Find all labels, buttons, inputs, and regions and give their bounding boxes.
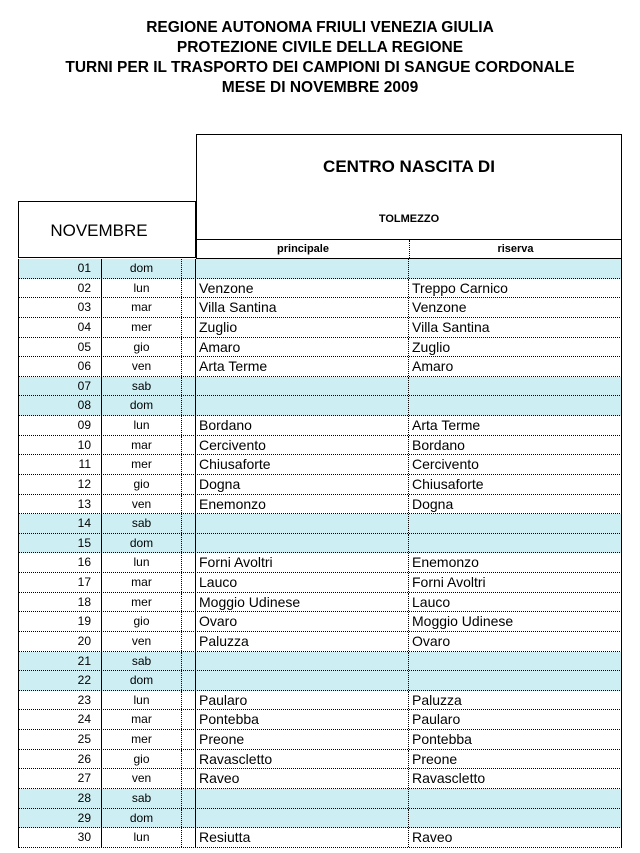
table-row (18, 828, 622, 848)
separator-cell (182, 730, 196, 749)
weekday: gio (102, 750, 182, 769)
separator-cell (182, 691, 196, 710)
principale-cell (196, 809, 409, 828)
table-row (18, 279, 622, 299)
riserva-cell (409, 534, 622, 553)
weekday: mar (102, 298, 182, 317)
weekday: lun (102, 828, 182, 847)
separator-cell (182, 789, 196, 808)
riserva-cell: Paularo (409, 710, 622, 729)
table-row (18, 259, 622, 279)
principale-cell: Forni Avoltri (196, 553, 409, 572)
principale-cell (196, 534, 409, 553)
table-row (18, 730, 622, 750)
day-number: 22 (18, 671, 102, 690)
day-number: 28 (18, 789, 102, 808)
weekday: sab (102, 514, 182, 533)
separator-cell (182, 809, 196, 828)
riserva-cell (409, 809, 622, 828)
table-row (18, 769, 622, 789)
title-line-subject: TURNI PER IL TRASPORTO DEI CAMPIONI DI SANGUE CORDONALE (65, 59, 575, 76)
riserva-cell: Preone (409, 750, 622, 769)
separator-cell (182, 357, 196, 376)
separator-cell (182, 553, 196, 572)
table-row (18, 436, 622, 456)
day-number: 23 (18, 691, 102, 710)
separator-cell (182, 769, 196, 788)
principale-cell (196, 652, 409, 671)
separator-cell (182, 436, 196, 455)
riserva-cell (409, 259, 622, 278)
principale-cell (196, 377, 409, 396)
separator-cell (182, 612, 196, 631)
center-header (196, 134, 622, 239)
separator-cell (182, 279, 196, 298)
title-line-region: REGIONE AUTONOMA FRIULI VENEZIA GIULIA (146, 19, 494, 36)
principale-cell: Moggio Udinese (196, 593, 409, 612)
table-row (18, 396, 622, 416)
principale-cell: Amaro (196, 338, 409, 357)
weekday: ven (102, 632, 182, 651)
weekday: mar (102, 436, 182, 455)
table-row (18, 357, 622, 377)
day-number: 06 (18, 357, 102, 376)
separator-cell (182, 416, 196, 435)
table-row (18, 553, 622, 573)
day-number: 13 (18, 495, 102, 514)
weekday: sab (102, 377, 182, 396)
principale-cell: Venzone (196, 279, 409, 298)
weekday: mer (102, 318, 182, 337)
principale-cell: Pontebba (196, 710, 409, 729)
principale-cell (196, 789, 409, 808)
riserva-cell: Bordano (409, 436, 622, 455)
riserva-cell: Amaro (409, 357, 622, 376)
riserva-cell: Paluzza (409, 691, 622, 710)
riserva-cell: Pontebba (409, 730, 622, 749)
separator-cell (182, 377, 196, 396)
weekday: dom (102, 534, 182, 553)
weekday: sab (102, 652, 182, 671)
riserva-cell (409, 671, 622, 690)
riserva-cell: Ovaro (409, 632, 622, 651)
weekday: mer (102, 730, 182, 749)
column-headers (196, 239, 622, 259)
principale-cell: Enemonzo (196, 495, 409, 514)
day-number: 16 (18, 553, 102, 572)
table-row (18, 750, 622, 770)
weekday: dom (102, 671, 182, 690)
schedule-table (18, 259, 622, 848)
day-number: 04 (18, 318, 102, 337)
day-number: 10 (18, 436, 102, 455)
table-row (18, 809, 622, 829)
day-number: 20 (18, 632, 102, 651)
table-row (18, 710, 622, 730)
weekday: ven (102, 495, 182, 514)
principale-cell: Chiusaforte (196, 455, 409, 474)
day-number: 14 (18, 514, 102, 533)
principale-cell (196, 396, 409, 415)
table-row (18, 671, 622, 691)
separator-cell (182, 534, 196, 553)
day-number: 03 (18, 298, 102, 317)
separator-cell (182, 259, 196, 278)
weekday: mer (102, 455, 182, 474)
month-label: NOVEMBRE (50, 221, 148, 240)
weekday: gio (102, 475, 182, 494)
weekday: mar (102, 710, 182, 729)
table-row (18, 789, 622, 809)
separator-cell (182, 593, 196, 612)
day-number: 08 (18, 396, 102, 415)
principale-cell: Ravascletto (196, 750, 409, 769)
day-number: 18 (18, 593, 102, 612)
day-number: 21 (18, 652, 102, 671)
table-row (18, 495, 622, 515)
day-number: 25 (18, 730, 102, 749)
day-number: 11 (18, 455, 102, 474)
table-row (18, 691, 622, 711)
separator-cell (182, 573, 196, 592)
weekday: mer (102, 593, 182, 612)
title-line-month: MESE DI NOVEMBRE 2009 (221, 79, 419, 96)
weekday: gio (102, 612, 182, 631)
day-number: 02 (18, 279, 102, 298)
separator-cell (182, 318, 196, 337)
riserva-cell: Villa Santina (409, 318, 622, 337)
weekday: dom (102, 396, 182, 415)
day-number: 05 (18, 338, 102, 357)
principale-cell: Bordano (196, 416, 409, 435)
separator-cell (182, 495, 196, 514)
month-header (18, 201, 196, 258)
separator-cell (182, 396, 196, 415)
riserva-cell: Cercivento (409, 455, 622, 474)
separator-cell (182, 652, 196, 671)
principale-cell: Dogna (196, 475, 409, 494)
separator-cell (182, 475, 196, 494)
weekday: gio (102, 338, 182, 357)
table-row (18, 593, 622, 613)
day-number: 26 (18, 750, 102, 769)
principale-cell: Villa Santina (196, 298, 409, 317)
principale-cell (196, 514, 409, 533)
table-row (18, 318, 622, 338)
riserva-cell: Treppo Carnico (409, 279, 622, 298)
table-row (18, 455, 622, 475)
principale-cell: Lauco (196, 573, 409, 592)
principale-cell (196, 259, 409, 278)
riserva-cell: Arta Terme (409, 416, 622, 435)
table-row (18, 534, 622, 554)
principale-cell (196, 671, 409, 690)
table-row (18, 612, 622, 632)
center-name: TOLMEZZO (378, 213, 440, 225)
table-row (18, 573, 622, 593)
principale-cell: Arta Terme (196, 357, 409, 376)
riserva-cell: Lauco (409, 593, 622, 612)
separator-cell (182, 338, 196, 357)
riserva-cell: Ravascletto (409, 769, 622, 788)
separator-cell (182, 828, 196, 847)
riserva-cell: Moggio Udinese (409, 612, 622, 631)
principale-cell: Paularo (196, 691, 409, 710)
weekday: lun (102, 416, 182, 435)
day-number: 27 (18, 769, 102, 788)
riserva-cell: Enemonzo (409, 553, 622, 572)
column-header-riserva: riserva (497, 243, 534, 255)
principale-cell: Resiutta (196, 828, 409, 847)
separator-cell (182, 750, 196, 769)
weekday: lun (102, 691, 182, 710)
riserva-cell: Zuglio (409, 338, 622, 357)
riserva-cell (409, 514, 622, 533)
separator-cell (182, 455, 196, 474)
riserva-cell: Raveo (409, 828, 622, 847)
column-header-principale: principale (197, 240, 410, 258)
principale-cell: Raveo (196, 769, 409, 788)
table-row (18, 632, 622, 652)
separator-cell (182, 514, 196, 533)
weekday: lun (102, 279, 182, 298)
weekday: sab (102, 789, 182, 808)
separator-cell (182, 632, 196, 651)
riserva-cell: Chiusaforte (409, 475, 622, 494)
riserva-cell (409, 377, 622, 396)
day-number: 07 (18, 377, 102, 396)
weekday: lun (102, 553, 182, 572)
weekday: dom (102, 809, 182, 828)
table-row (18, 377, 622, 397)
day-number: 01 (18, 259, 102, 278)
table-row (18, 416, 622, 436)
day-number: 24 (18, 710, 102, 729)
principale-cell: Preone (196, 730, 409, 749)
day-number: 12 (18, 475, 102, 494)
principale-cell: Zuglio (196, 318, 409, 337)
separator-cell (182, 710, 196, 729)
separator-cell (182, 298, 196, 317)
principale-cell: Ovaro (196, 612, 409, 631)
table-row (18, 652, 622, 672)
document-title (0, 18, 640, 98)
weekday: ven (102, 357, 182, 376)
riserva-cell: Forni Avoltri (409, 573, 622, 592)
principale-cell: Paluzza (196, 632, 409, 651)
day-number: 17 (18, 573, 102, 592)
day-number: 19 (18, 612, 102, 631)
day-number: 09 (18, 416, 102, 435)
day-number: 29 (18, 809, 102, 828)
table-row (18, 514, 622, 534)
weekday: dom (102, 259, 182, 278)
riserva-cell: Venzone (409, 298, 622, 317)
table-row (18, 475, 622, 495)
day-number: 15 (18, 534, 102, 553)
title-line-protection: PROTEZIONE CIVILE DELLA REGIONE (176, 39, 464, 56)
weekday: mar (102, 573, 182, 592)
separator-cell (182, 671, 196, 690)
center-heading: CENTRO NASCITA DI (323, 157, 495, 176)
riserva-cell (409, 652, 622, 671)
riserva-cell: Dogna (409, 495, 622, 514)
table-row (18, 338, 622, 358)
weekday: ven (102, 769, 182, 788)
day-number: 30 (18, 828, 102, 847)
riserva-cell (409, 789, 622, 808)
riserva-cell (409, 396, 622, 415)
table-row (18, 298, 622, 318)
principale-cell: Cercivento (196, 436, 409, 455)
